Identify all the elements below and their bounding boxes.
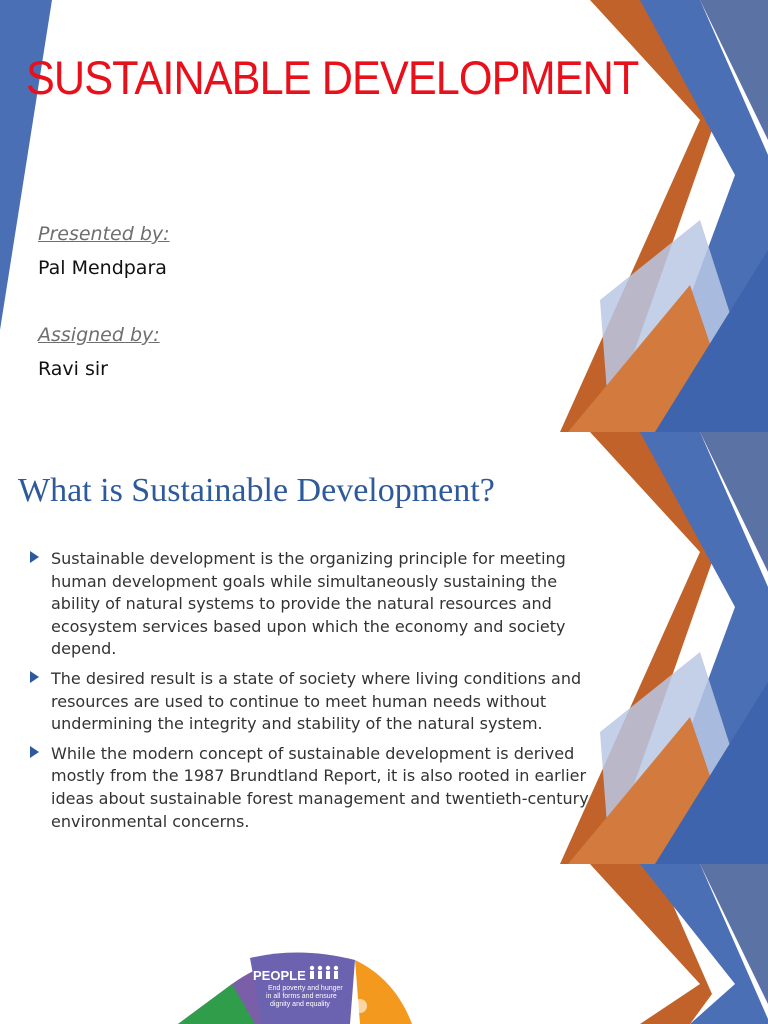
bullet-text: Sustainable development is the organizing principle for meeting human development goals while simultaneously sustaining the ability of natural systems to provide the natural resources and ecosystem services based upon which the economy and society depend. <box>51 549 566 659</box>
assigner-name: Ravi sir <box>38 358 108 380</box>
people-text-line: dignity and equality <box>270 1001 330 1008</box>
presentation-title: SUSTAINABLE DEVELOPMENT <box>26 51 639 104</box>
bullet-text: While the modern concept of sustainable development is derived mostly from the 1987 Brundtland Report, it is also rooted in earlier ideas about sustainable forest management and twentieth-century environmental concerns. <box>51 743 589 831</box>
bullet-item <box>30 743 602 833</box>
presenter-name: Pal Mendpara <box>38 257 167 279</box>
people-text-line: End poverty and hunger <box>268 985 343 992</box>
graphic-slide <box>0 864 768 1024</box>
wheel-connector-dot <box>353 999 367 1013</box>
triangle-bullet-icon <box>30 746 39 758</box>
definition-slide <box>0 432 768 864</box>
triangle-bullet-icon <box>30 671 39 683</box>
bullet-item <box>30 548 602 661</box>
triangle-bullet-icon <box>30 551 39 563</box>
title-slide <box>0 0 768 432</box>
goal-wheel-orange-segment <box>355 960 412 1024</box>
bullet-text: The desired result is a state of society where living conditions and resources are used to continue to meet human needs without undermining the integrity and stability of the natural system. <box>51 668 582 734</box>
bullet-list <box>30 548 602 840</box>
people-heading: PEOPLE <box>253 968 306 983</box>
slide-heading: What is Sustainable Development? <box>18 472 495 509</box>
bullet-item <box>30 668 602 736</box>
people-text-line: in all forms and ensure <box>266 993 337 1000</box>
presented-by-label: Presented by: <box>38 223 170 245</box>
slide-graphic <box>0 864 768 1024</box>
assigned-by-label: Assigned by: <box>38 324 160 346</box>
